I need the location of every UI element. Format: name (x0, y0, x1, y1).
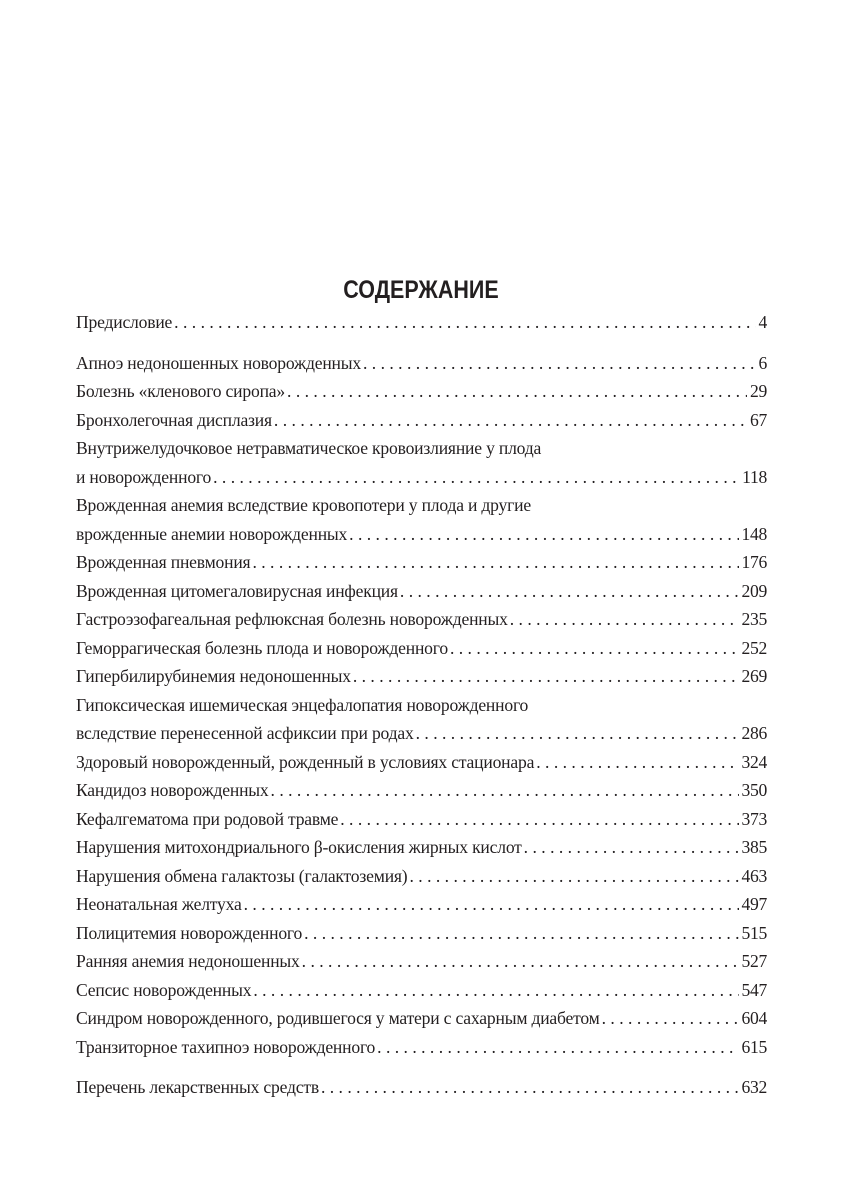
toc-entry-title: Гипоксическая ишемическая энцефалопатия новорожденного (76, 694, 529, 715)
toc-entry-title: Синдром новорожденного, родившегося у матери с сахарным диабетом (76, 1008, 600, 1028)
toc-entry-title: Внутрижелудочковое нетравматическое кровоизлияние у плода (76, 438, 542, 458)
dot-leader (302, 947, 739, 976)
dot-leader (253, 976, 738, 1005)
toc-entry-title: Врожденная цитомегаловирусная инфекция (76, 580, 398, 601)
dot-leader (363, 349, 756, 378)
toc-entry[interactable] (76, 434, 767, 491)
toc-page-number: 67 (750, 409, 767, 430)
toc-entry-title: Неонатальная желтуха (76, 894, 242, 914)
toc-page-number: 29 (750, 381, 767, 401)
toc-entry-title: Перечень лекарственных средств (76, 1077, 319, 1097)
toc-entry[interactable] (76, 634, 767, 663)
toc-page-number: 373 (741, 808, 767, 829)
dot-leader (244, 890, 739, 919)
toc-entry-title: Апноэ недоношенных новорожденных (76, 352, 361, 373)
table-of-contents (76, 308, 767, 1102)
toc-entry[interactable] (76, 548, 767, 577)
toc-page-number: 118 (742, 466, 767, 487)
dot-leader (416, 719, 739, 748)
toc-page-number: 497 (741, 894, 767, 914)
toc-entry-title: Кандидоз новорожденных (76, 780, 269, 800)
toc-entry-title: Предисловие (76, 312, 173, 332)
toc-entry[interactable] (76, 691, 767, 748)
toc-entry[interactable] (76, 577, 767, 606)
toc-entry[interactable] (76, 919, 767, 948)
toc-entry[interactable] (76, 833, 767, 862)
dot-leader (377, 1033, 738, 1062)
toc-entry-title: Ранняя анемия недоношенных (76, 951, 300, 971)
toc-entry-title: Геморрагическая болезнь плода и новорожденного (76, 637, 448, 658)
toc-title: СОДЕРЖАНИЕ (343, 276, 499, 304)
toc-entry-title: Нарушения обмена галактозы (галактоземия) (76, 865, 408, 886)
toc-entry-title: Бронхолегочная дисплазия (76, 409, 272, 430)
dot-leader (252, 548, 738, 577)
dot-leader (213, 463, 739, 492)
toc-entry-title: Нарушения митохондриального β-окисления жирных кислот (76, 837, 522, 857)
toc-page-number: 269 (741, 666, 767, 686)
dot-leader (174, 308, 755, 337)
toc-page-number: 209 (741, 580, 767, 601)
dot-leader (409, 862, 738, 891)
toc-entry[interactable] (76, 406, 767, 435)
dot-leader (304, 919, 738, 948)
toc-page-number: 148 (741, 523, 767, 544)
toc-page-number: 252 (741, 637, 767, 658)
toc-page-number: 527 (741, 951, 767, 971)
dot-leader (510, 605, 739, 634)
toc-entry-title: Полицитемия новорожденного (76, 922, 303, 943)
toc-entry-title: Транзиторное тахипноэ новорожденного (76, 1036, 376, 1057)
dot-leader (450, 634, 739, 663)
dot-leader (271, 776, 739, 805)
dot-leader (340, 805, 738, 834)
toc-entry-title: Кефалгематома при родовой травме (76, 808, 339, 829)
dot-leader (349, 520, 738, 549)
toc-page-number: 350 (741, 780, 767, 800)
toc-page-number: 604 (741, 1008, 767, 1028)
toc-entry[interactable] (76, 377, 767, 406)
toc-entry-title: вследствие перенесенной асфиксии при родах (76, 723, 414, 743)
toc-entry-title: Врожденная пневмония (76, 552, 251, 572)
toc-page-number: 615 (741, 1036, 767, 1057)
toc-page-number: 385 (741, 837, 767, 857)
toc-entry-title: Здоровый новорожденный, рожденный в условиях стационара (76, 751, 535, 772)
toc-entry[interactable] (76, 1033, 767, 1062)
toc-entry[interactable] (76, 748, 767, 777)
toc-entry-title: Врожденная анемия вследствие кровопотери у плода и другие (76, 495, 531, 515)
toc-entry-title: Гастроэзофагеальная рефлюксная болезнь новорожденных (76, 609, 508, 629)
toc-entry[interactable] (76, 662, 767, 691)
dot-leader (321, 1073, 739, 1102)
dot-leader (524, 833, 739, 862)
toc-page-number: 176 (741, 552, 767, 572)
toc-entry[interactable] (76, 605, 767, 634)
toc-entry[interactable] (76, 349, 767, 378)
dot-leader (602, 1004, 739, 1033)
toc-page-number: 632 (741, 1077, 767, 1097)
toc-entry-title: врожденные анемии новорожденных (76, 523, 348, 544)
toc-page-number: 286 (741, 723, 767, 743)
toc-entry[interactable] (76, 805, 767, 834)
dot-leader (400, 577, 739, 606)
toc-entry[interactable] (76, 491, 767, 548)
toc-entry[interactable] (76, 890, 767, 919)
toc-entry[interactable] (76, 1073, 767, 1102)
toc-entry[interactable] (76, 862, 767, 891)
dot-leader (274, 406, 747, 435)
toc-entry[interactable] (76, 776, 767, 805)
toc-page-number: 463 (741, 865, 767, 886)
toc-page-number: 324 (741, 751, 767, 772)
dot-leader (353, 662, 739, 691)
toc-entry[interactable] (76, 1004, 767, 1033)
toc-page-number: 235 (741, 609, 767, 629)
toc-entry-title: и новорожденного (76, 466, 212, 487)
toc-page-number: 6 (758, 352, 767, 373)
toc-page-number: 515 (741, 922, 767, 943)
toc-page-number: 547 (741, 979, 767, 1000)
toc-entry-title: Сепсис новорожденных (76, 979, 252, 1000)
toc-entry[interactable] (76, 976, 767, 1005)
toc-entry-title: Болезнь «кленового сиропа» (76, 381, 286, 401)
toc-entry-title: Гипербилирубинемия недоношенных (76, 666, 351, 686)
dot-leader (536, 748, 738, 777)
toc-entry[interactable] (76, 947, 767, 976)
toc-page-number: 4 (758, 312, 767, 332)
toc-entry[interactable] (76, 308, 767, 337)
dot-leader (287, 377, 747, 406)
